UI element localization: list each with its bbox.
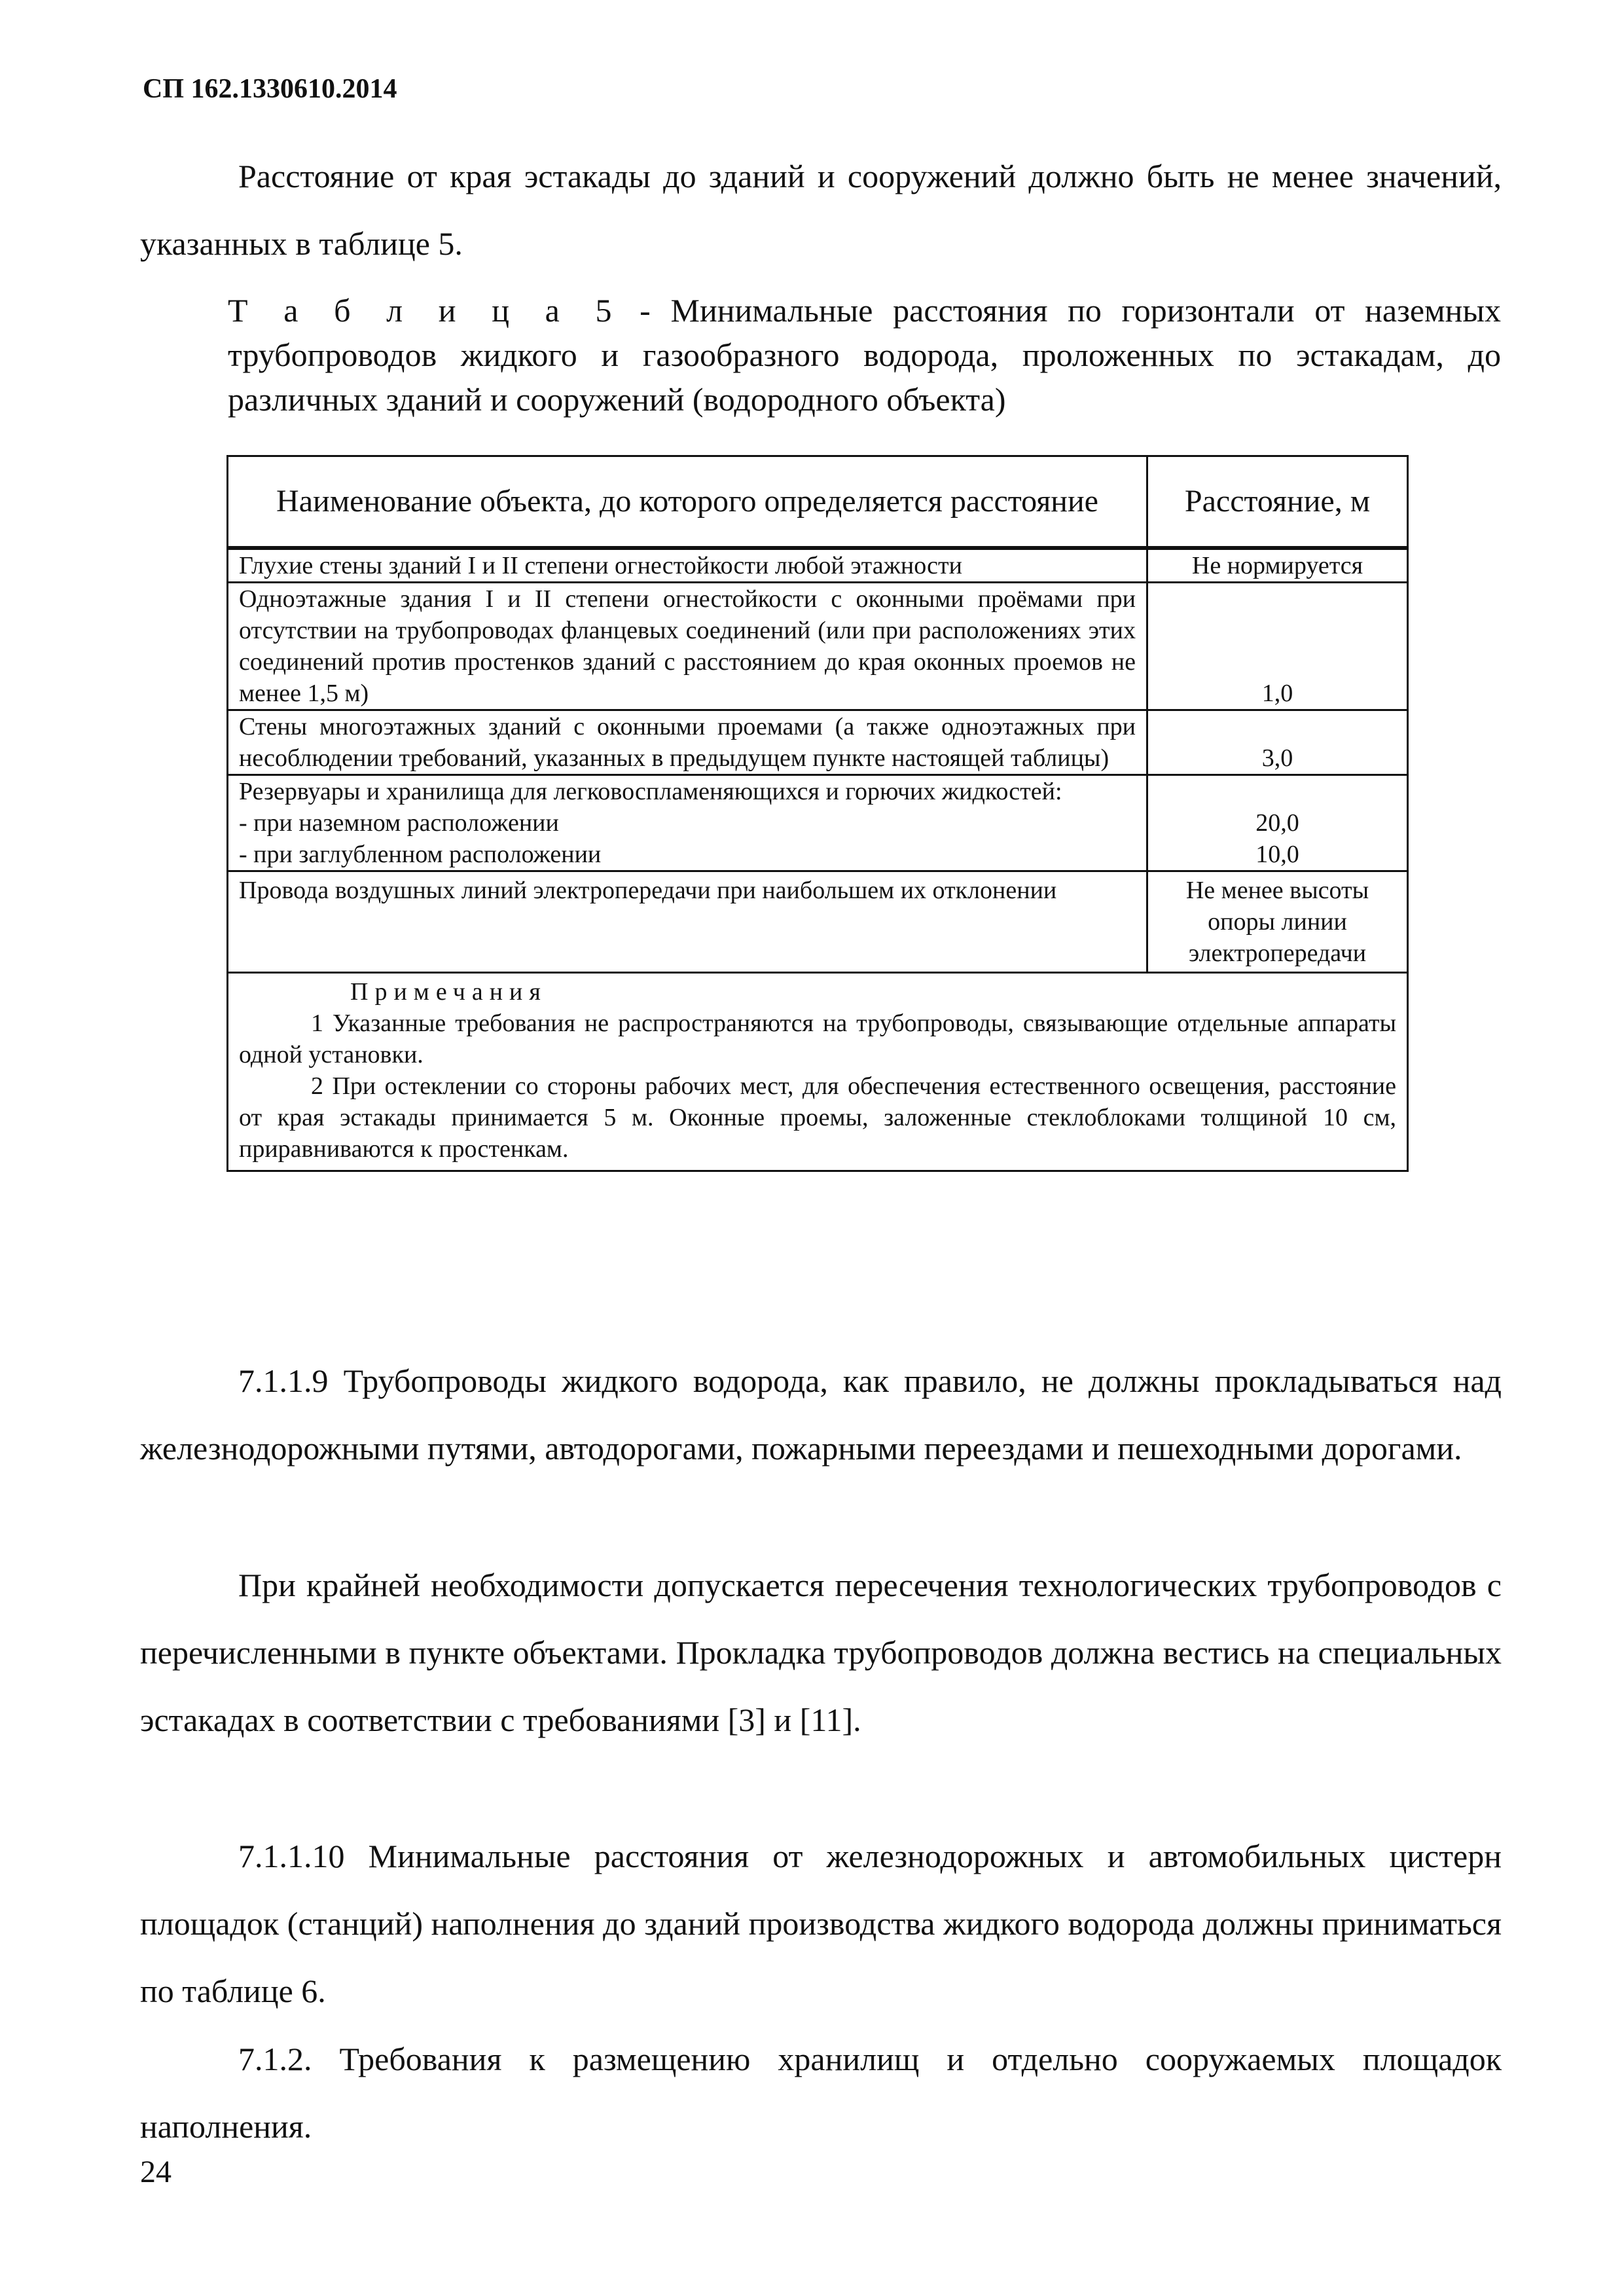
row-4-sub-ground: - при наземном расположении [239,809,559,837]
table-row [228,871,1408,973]
note-1: 1 Указанные требования не распространяются на трубопроводы, связывающие отдельные аппараты одной установки. [239,1010,1396,1068]
notes-row [228,973,1408,1171]
paragraph-crossing: При крайней необходимости допускается пересечения технологических трубопроводов с перечисленными в пункте объектами. Прокладка трубопроводов должна вестись на специальных эстакадах в соответствии с требованиями [3] и [11]. [140,1567,1502,1738]
row-3-value: 3,0 [1147,710,1408,775]
row-4-sub-buried: - при заглубленном расположении [239,841,602,868]
intro-paragraph: Расстояние от края эстакады до зданий и сооружений должно быть не менее значений, указанных в таблице 5. [140,158,1502,262]
table-row [228,548,1408,583]
row-4-title: Резервуары и хранилища для легковоспламеняющихся и горючих жидкостей: [239,778,1062,805]
header-object-name: Наименование объекта, до которого определяется расстояние [228,456,1147,549]
row-1-name: Глухие стены зданий I и II степени огнестойкости любой этажности [228,548,1147,583]
table-5 [226,455,1409,1172]
document-code-header: СП 162.1330610.2014 [143,74,397,104]
note-2: 2 При остеклении со стороны рабочих мест, для обеспечения естественного освещения, расстояние от края эстакады принимается 5 м. Оконные проемы, заложенные стеклоблоками толщиной 10 см, приравниваются к простенкам. [239,1072,1396,1163]
row-3-name: Стены многоэтажных зданий с оконными проемами (а также одноэтажных при несоблюдении требований, указанных в предыдущем пункте настоящей таблицы) [228,710,1147,775]
notes-heading: Примечания [350,978,547,1006]
paragraph-7-1-1-9: 7.1.1.9 Трубопроводы жидкого водорода, как правило, не должны прокладываться над железнодорожными путями, автодорогами, пожарными переездами и пешеходными дорогами. [140,1362,1502,1467]
row-4-value-ground: 20,0 [1255,809,1299,837]
row-2-name: Одноэтажные здания I и II степени огнестойкости с оконными проёмами при отсутствии на трубопроводах фланцевых соединений (или при расположениях этих соединений против простенков зданий с расстоянием до края оконных проемов не менее 1,5 м) [228,583,1147,710]
page-number: 24 [140,2155,171,2189]
table-notes [228,973,1408,1171]
row-4-value-buried: 10,0 [1255,841,1299,868]
table-row [228,775,1408,871]
table-caption-label: Т а б л и ц а 5 [228,292,620,329]
header-distance: Расстояние, м [1147,456,1408,549]
row-4-name [228,775,1147,871]
table-row [228,710,1408,775]
table-row [228,583,1408,710]
paragraph-7-1-1-10: 7.1.1.10 Минимальные расстояния от железнодорожных и автомобильных цистерн площадок (станций) наполнения до зданий производства жидкого водорода должны приниматься по таблице 6. [140,1838,1502,2009]
row-1-value: Не нормируется [1147,548,1408,583]
table-header-row [228,456,1408,549]
row-2-value: 1,0 [1147,583,1408,710]
paragraph-7-1-2: 7.1.2. Требования к размещению хранилищ и отдельно сооружаемых площадок наполнения. [140,2041,1502,2145]
row-5-value: Не менее высоты опоры линии электропередачи [1147,871,1408,973]
row-5-name: Провода воздушных линий электропередачи при наибольшем их отклонении [228,871,1147,973]
table-caption-text: - Минимальные расстояния по горизонтали от наземных трубопроводов жидкого и газообразного водорода, проложенных по эстакадам, до различных зданий и сооружений (водородного объекта) [228,292,1501,418]
table-caption [228,288,1501,422]
row-4-values [1147,775,1408,871]
